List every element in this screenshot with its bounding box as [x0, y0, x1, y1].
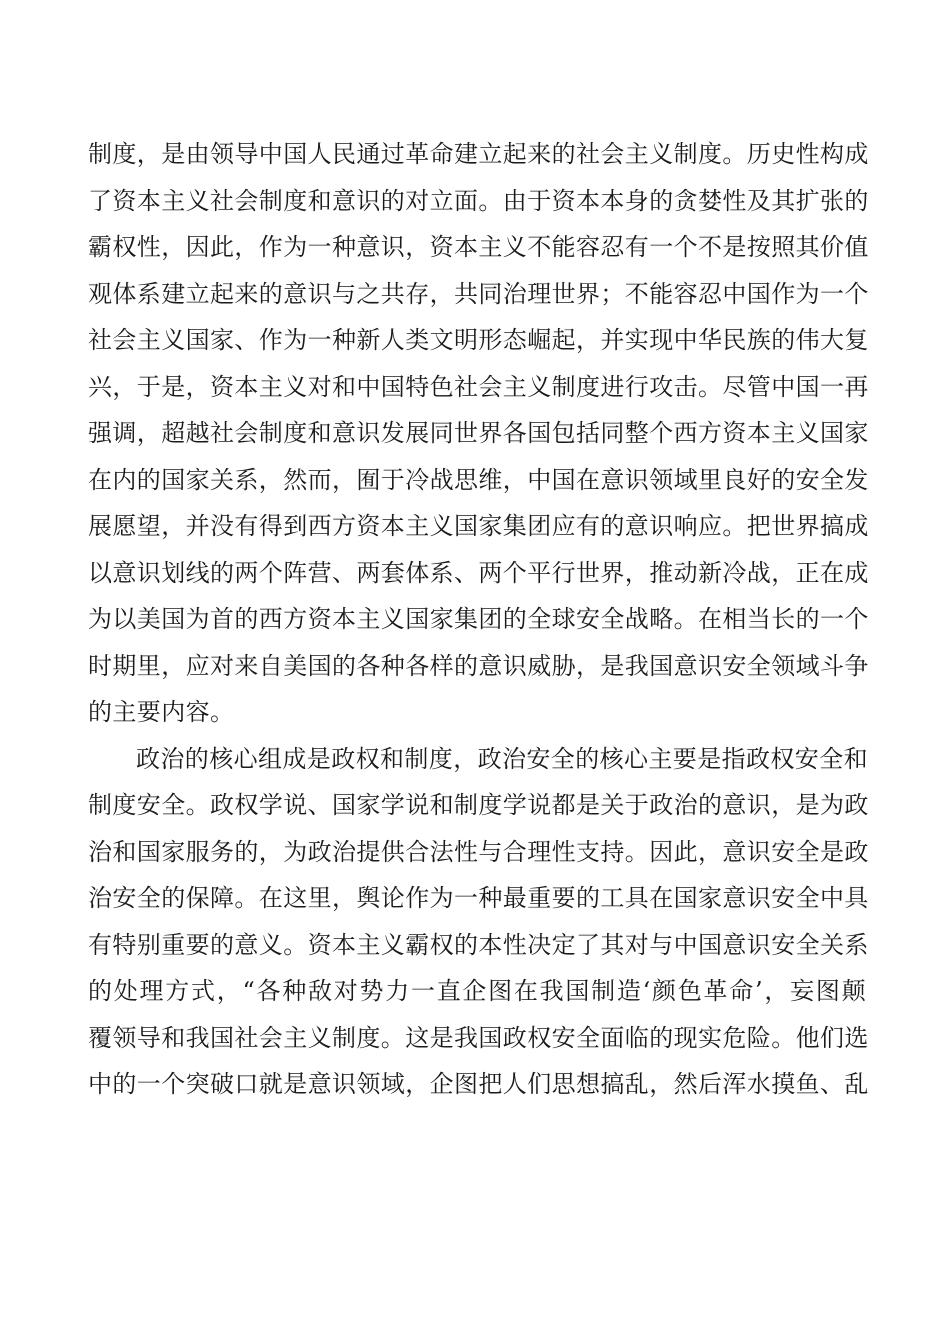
text-line: 治和国家服务的，为政治提供合法性与合理性支持。因此，意识安全是政	[88, 837, 869, 866]
text-line: 为以美国为首的西方资本主义国家集团的全球安全战略。在相当长的一个	[88, 605, 869, 633]
text-line: 观体系建立起来的意识与之共存，共同治理世界；不能容忍中国作为一个	[88, 279, 869, 308]
text-line: 时期里，应对来自美国的各种各样的意识威胁，是我国意识安全领域斗争	[88, 651, 869, 680]
text-line: 制度安全。政权学说、国家学说和制度学说都是关于政治的意识，是为政	[88, 791, 869, 819]
text-line: 社会主义国家、作为一种新人类文明形态崛起，并实现中华民族的伟大复	[88, 326, 869, 354]
text-line: 在内的国家关系，然而，囿于冷战思维，中国在意识领域里良好的安全发	[88, 465, 869, 494]
text-line: 以意识划线的两个阵营、两套体系、两个平行世界，推动新冷战，正在成	[88, 558, 869, 587]
text-line: 政治的核心组成是政权和制度，政治安全的核心主要是指政权安全和	[136, 744, 868, 773]
text-line: 了资本主义社会制度和意识的对立面。由于资本本身的贪婪性及其扩张的	[88, 186, 869, 215]
paragraph-1	[88, 131, 869, 736]
text-line: 治安全的保障。在这里，舆论作为一种最重要的工具在国家意识安全中具	[88, 884, 869, 912]
text-line: 霸权性，因此，作为一种意识，资本主义不能容忍有一个不是按照其价值	[88, 233, 869, 261]
text-line: 的处理方式，“各种敌对势力一直企图在我国制造‘颜色革命’，妄图颠	[88, 977, 866, 1005]
text-line: 兴，于是，资本主义对和中国特色社会主义制度进行攻击。尽管中国一再	[88, 372, 869, 401]
text-line: 展愿望，并没有得到西方资本主义国家集团应有的意识响应。把世界搞成	[88, 512, 869, 540]
text-line: 的主要内容。	[88, 698, 235, 726]
document-body	[88, 131, 869, 1108]
paragraph-2	[88, 736, 869, 1108]
text-line: 强调，超越社会制度和意识发展同世界各国包括同整个西方资本主义国家	[88, 419, 869, 447]
text-line: 覆领导和我国社会主义制度。这是我国政权安全面临的现实危险。他们选	[88, 1023, 869, 1052]
text-line: 制度，是由领导中国人民通过革命建立起来的社会主义制度。历史性构成	[88, 140, 869, 168]
text-line: 中的一个突破口就是意识领域，企图把人们思想搞乱，然后浑水摸鱼、乱	[88, 1070, 869, 1098]
text-line: 有特别重要的意义。资本主义霸权的本性决定了其对与中国意识安全关系	[88, 930, 869, 959]
